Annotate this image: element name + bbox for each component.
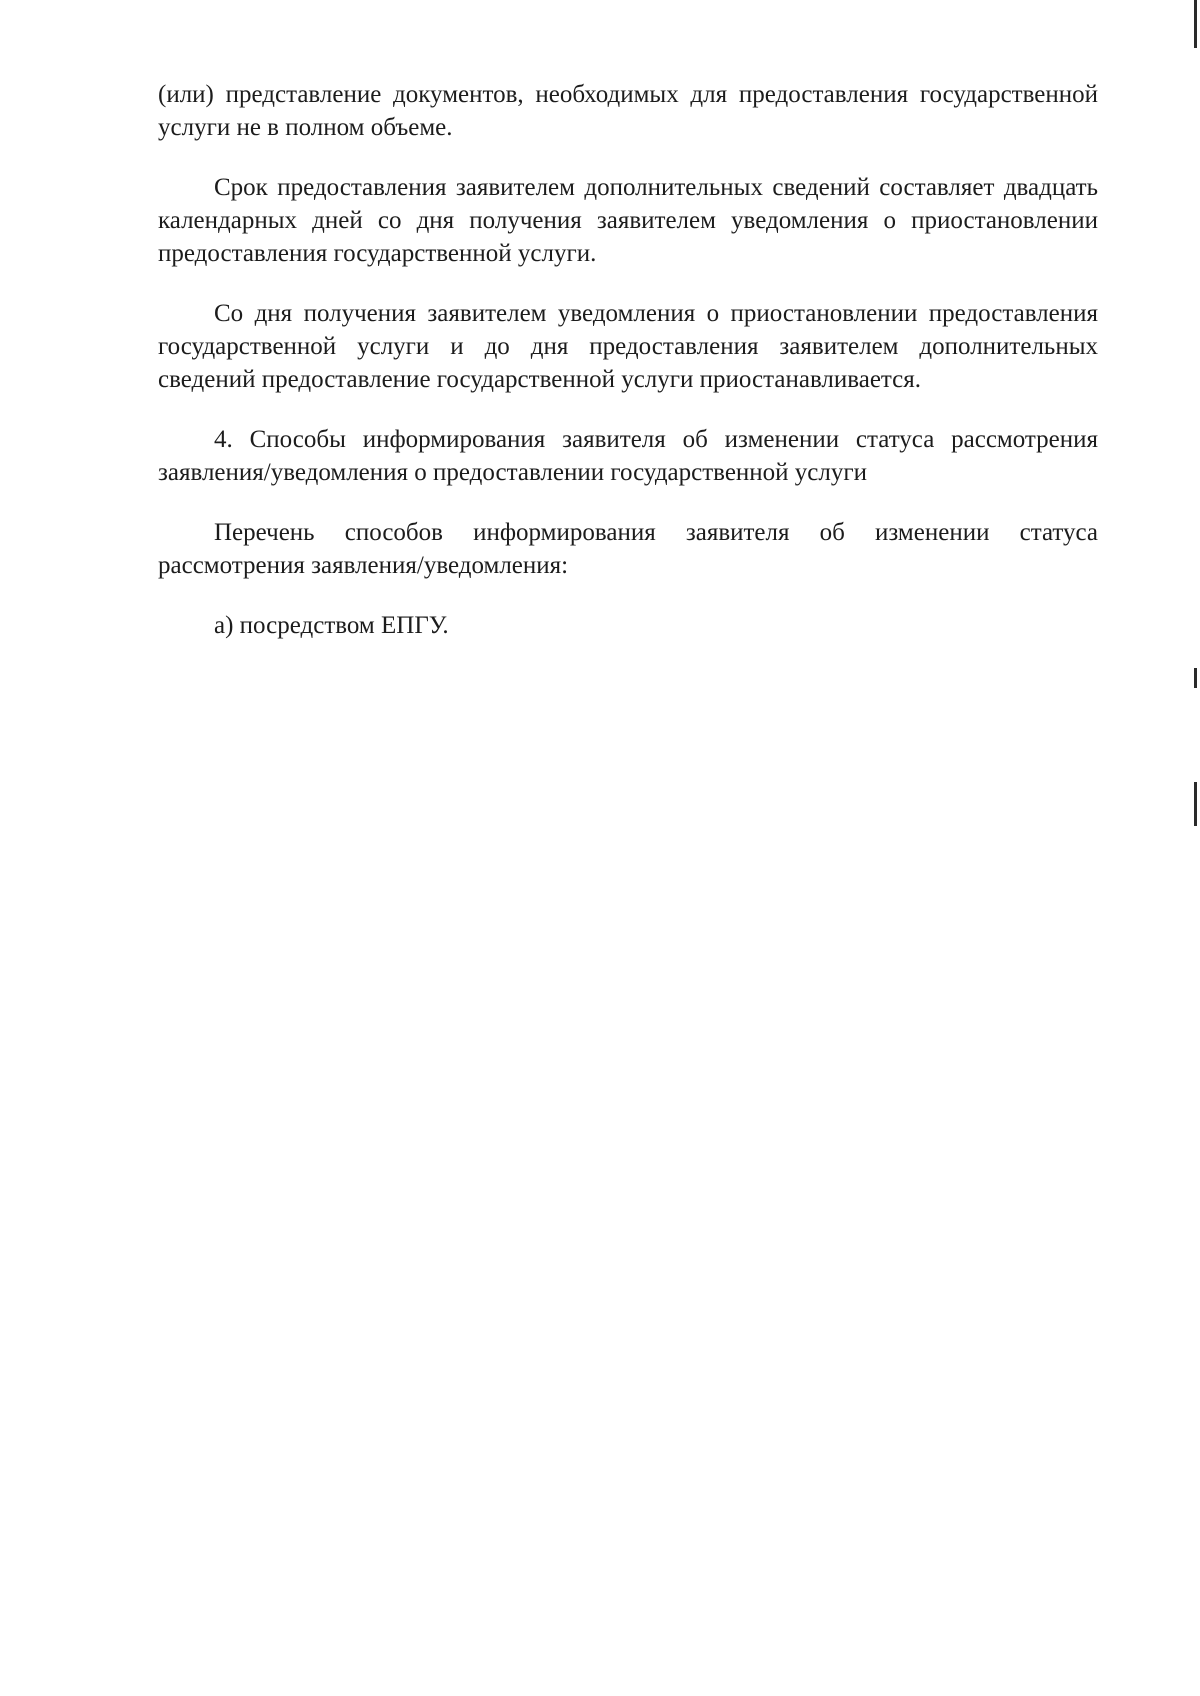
document-body bbox=[158, 78, 1098, 669]
list-item-a: а) посредством ЕПГУ. bbox=[214, 612, 449, 639]
paragraph-methods-list-intro: Перечень способов информирования заявителя об изменении статуса рассмотрения заявления/уведомления: bbox=[158, 519, 1098, 579]
scan-edge-mark-middle bbox=[1194, 668, 1197, 688]
paragraph-continuation: (или) представление документов, необходимых для предоставления государственной услуги не в полном объеме. bbox=[158, 81, 1098, 141]
paragraph-suspension: Со дня получения заявителем уведомления о приостановлении предоставления государственной услуги и до дня предоставления заявителем дополнительных сведений предоставление государственной услуги приостанавливается. bbox=[158, 300, 1098, 393]
scan-edge-mark-lower bbox=[1194, 782, 1197, 826]
scan-edge-mark-top bbox=[1194, 0, 1197, 48]
paragraph-deadline: Срок предоставления заявителем дополнительных сведений составляет двадцать календарных дней со дня получения заявителем уведомления о приостановлении предоставления государственной услуги. bbox=[158, 174, 1098, 267]
section-heading-4: 4. Способы информирования заявителя об изменении статуса рассмотрения заявления/уведомления о предоставлении государственной услуги bbox=[158, 426, 1098, 486]
